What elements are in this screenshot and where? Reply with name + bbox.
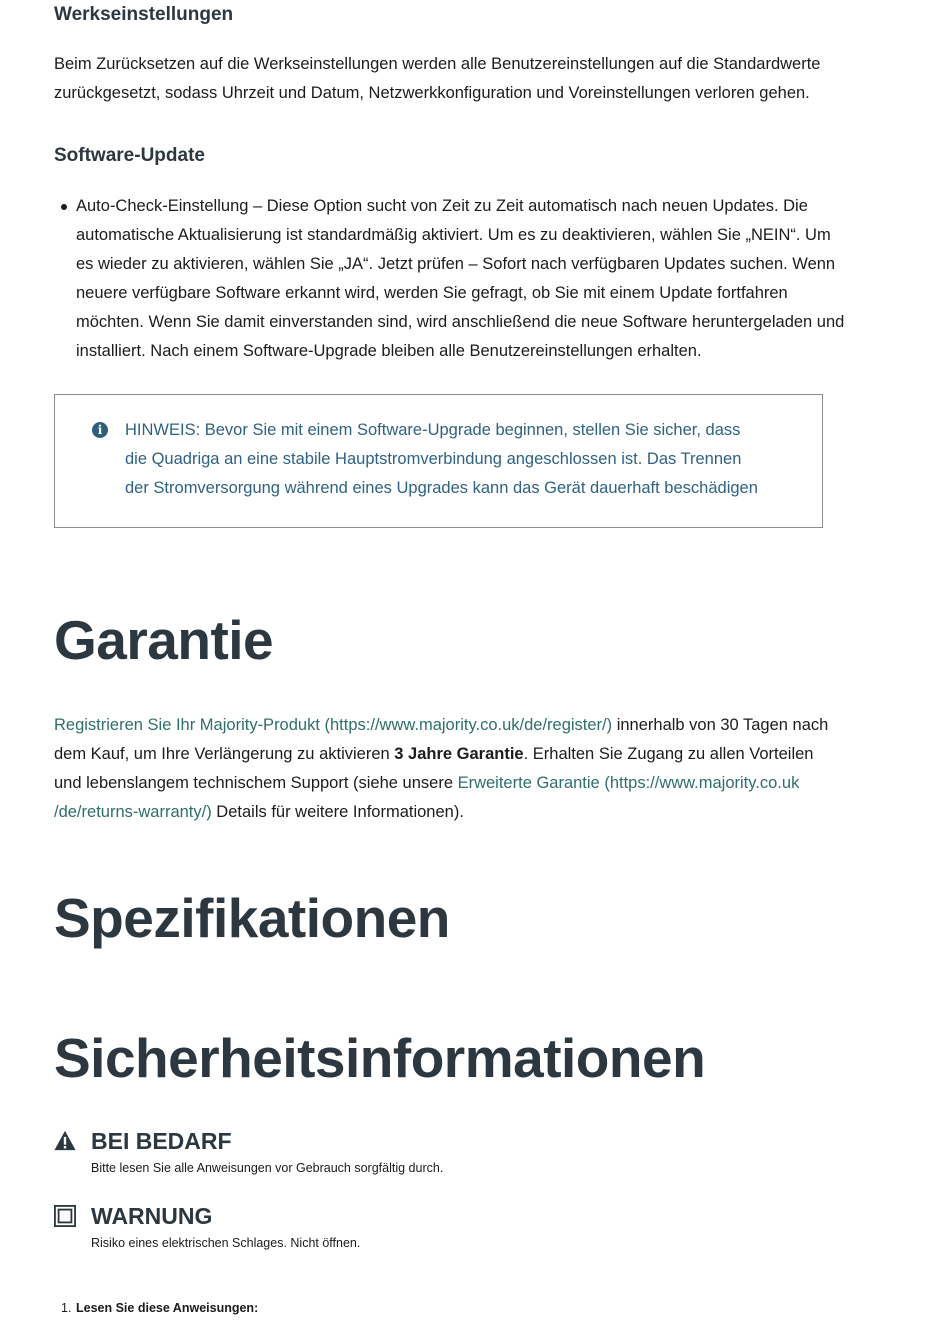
safety-item-text: Risiko eines elektrischen Schlages. Nicht öffnen. [91, 1236, 361, 1250]
warranty-text [54, 711, 829, 827]
list-item [61, 1298, 259, 1318]
extended-warranty-link[interactable]: Erweiterte Garantie (https://www.majority.co.uk /de/returns-warranty/) [54, 774, 800, 821]
double-square-icon [54, 1205, 76, 1227]
safety-item-title: WARNUNG [91, 1203, 213, 1229]
specs-heading: Spezifikationen [54, 887, 450, 949]
warning-triangle-icon [54, 1130, 76, 1152]
safety-item-title: BEI BEDARF [91, 1128, 232, 1154]
info-circle-icon: i [92, 422, 108, 438]
list-item: Auto-Check-Einstellung – Diese Option sucht von Zeit zu Zeit automatisch nach neuen Updates. Die automatische Aktualisierung ist standardmäßig aktiviert. Um es zu deaktivieren, wählen Sie „NEIN“. Um es wieder zu aktivieren, wählen Sie „JA“. Jetzt prüfen – Sofort nach verfügbaren Updates suchen. Wenn neuere verfügbare Software erkannt wird, werden Sie gefragt, ob Sie mit einem Update fortfahren möchten. Wenn Sie damit einverstanden sind, wird anschließend die neue Software heruntergeladen und installiert. Nach einem Software-Upgrade bleiben alle Benutzereinstellungen erhalten. [76, 192, 851, 366]
note-text: HINWEIS: Bevor Sie mit einem Software-Upgrade beginnen, stellen Sie sicher, dass die Quadriga an eine stabile Hauptstromverbindung angeschlossen ist. Das Trennen der Stromversorgung während eines Upgrades kann das Gerät dauerhaft beschädigen [125, 421, 758, 497]
safety-heading: Sicherheitsinformationen [54, 1027, 706, 1089]
note-box [54, 394, 823, 528]
factory-reset-heading: Werkseinstellungen [54, 4, 234, 25]
factory-reset-text: Beim Zurücksetzen auf die Werkseinstellungen werden alle Benutzereinstellungen auf die Standardwerte zurückgesetzt, sodass Uhrzeit und Datum, Netzwerkkonfiguration und Voreinstellungen verloren gehen. [54, 55, 821, 102]
software-update-heading: Software-Update [54, 145, 205, 166]
step-number: 1. [61, 1301, 72, 1315]
warranty-text-1: innerhalb von 30 Tagen nach dem Kauf, um Ihre Verlängerung zu aktivieren [54, 716, 829, 763]
warranty-heading: Garantie [54, 609, 274, 671]
register-link[interactable]: Registrieren Sie Ihr Majority-Produkt (https://www.majority.co.uk/de/register/) [54, 716, 613, 734]
warranty-text-3: Details für weitere Informationen). [211, 803, 464, 821]
warranty-duration: 3 Jahre Garantie [394, 745, 524, 763]
step-label: Lesen Sie diese Anweisungen: [76, 1301, 259, 1315]
warranty-text-2: . Erhalten Sie Zugang zu allen Vorteilen und lebenslangem technischem Support (siehe unsere [54, 745, 814, 792]
instructions-list [54, 1298, 258, 1318]
safety-item-text: Bitte lesen Sie alle Anweisungen vor Gebrauch sorgfältig durch. [91, 1161, 444, 1175]
software-update-list [54, 192, 851, 366]
